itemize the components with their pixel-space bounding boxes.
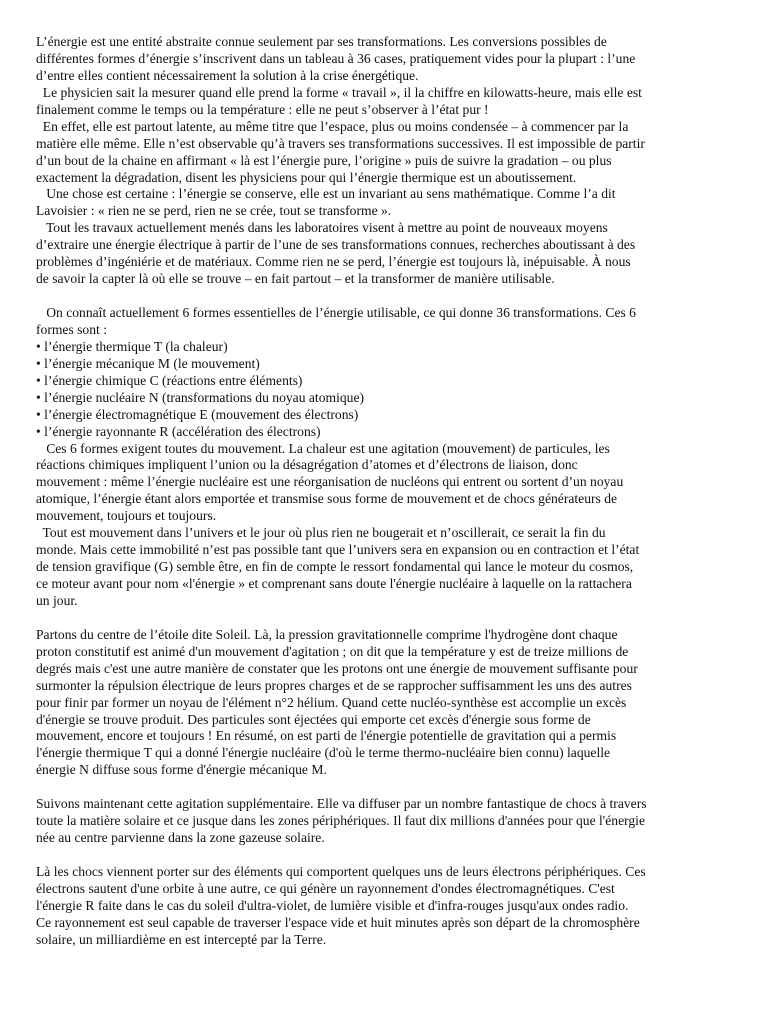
paragraph — [36, 339, 734, 441]
text-line: atomique, l’énergie étant alors emportée et transmise sous forme de mouvement et de chocs générateurs de — [36, 491, 618, 507]
paragraph — [36, 220, 734, 288]
paragraph — [36, 627, 734, 779]
text-line: mouvement, toujours et toujours. — [36, 508, 217, 524]
text-line: mouvement : même l’énergie nucléaire est une réorganisation de nucléons qui entrent ou sortent d’un noyau — [36, 474, 624, 490]
text-line: Suivons maintenant cette agitation supplémentaire. Elle va diffuser par un nombre fantastique de chocs à travers — [36, 796, 647, 812]
text-line: finalement comme le temps ou la température : elle ne peut s’observer à l’état pur ! — [36, 101, 489, 117]
text-line: • l’énergie chimique C (réactions entre éléments) — [36, 372, 303, 388]
text-line: l'énergie R faite dans le cas du soleil d'ultra-violet, de lumière visible et d'infra-rouges jusqu'aux ondes radio. — [36, 897, 629, 913]
text-line: problèmes d’ingéniérie et de matériaux. Comme rien ne se perd, l’énergie est toujours là, inépuisable. À nous — [36, 254, 631, 270]
text-line: • l’énergie rayonnante R (accélération des électrons) — [36, 423, 321, 439]
paragraph — [36, 796, 734, 847]
text-line: énergie N diffuse sous forme d'énergie mécanique M. — [36, 762, 327, 778]
text-line: d’un bout de la chaine en affirmant « là est l’énergie pure, l’origine » puis de suivre la gradation – ou plus — [36, 152, 612, 168]
text-line: pour finir par former un noyau de l'élément n°2 hélium. Quand cette nucléo-synthèse est accomplie un excès — [36, 694, 627, 710]
text-line: un jour. — [36, 592, 78, 608]
text-line: Ce rayonnement est seul capable de traverser l'espace vide et huit minutes après son départ de la chromosphère — [36, 914, 640, 930]
text-line: proton constitutif est animé d'un mouvement d'agitation ; on dit que la température y est de treize millions de — [36, 643, 629, 659]
paragraph — [36, 85, 734, 119]
text-line: monde. Mais cette immobilité n’est pas possible tant que l’univers sera en expansion ou en contraction et l’état — [36, 542, 640, 558]
text-line: différentes formes d’énergie s’inscrivent dans un tableau à 36 cases, pratiquement vides pour la plupart : l’une — [36, 50, 636, 66]
text-line: Tout est mouvement dans l’univers et le jour où plus rien ne bougerait et n’oscillerait, ce serait la fin du — [36, 525, 606, 541]
text-line: On connaît actuellement 6 formes essentielles de l’énergie utilisable, ce qui donne 36 transformations. Ces 6 — [36, 305, 636, 320]
text-line: d'énergie se trouve produit. Des particules sont éjectées qui emporte cet excès d'énergie sous forme de — [36, 711, 591, 727]
text-line: Lavoisier : « rien ne se perd, rien ne se crée, tout se transforme ». — [36, 203, 392, 219]
text-line: En effet, elle est partout latente, au même titre que l’espace, plus ou moins condensée – à commencer par la — [36, 118, 629, 134]
text-line: l'énergie thermique T qui a donné l'énergie nucléaire (d'où le terme thermo-nucléaire bien connu) laquelle — [36, 745, 611, 761]
text-line: • l’énergie nucléaire N (transformations du noyau atomique) — [36, 389, 365, 405]
paragraph-gap — [36, 847, 734, 864]
text-line: ce moteur avant pour nom «l'énergie » et comprenant sans doute l'énergie nucléaire à laquelle on la rattachera — [36, 576, 632, 591]
text-line: surmonter la répulsion électrique de leurs propres charges et de se rapprocher suffisamment les uns des autres — [36, 677, 632, 693]
paragraph — [36, 305, 734, 339]
text-line: de tension gravifique (G) semble être, en fin de compte le ressort fondamental qui lance le moteur du cosmos, — [36, 559, 634, 575]
text-line: Ces 6 formes exigent toutes du mouvement. La chaleur est une agitation (mouvement) de particules, les — [36, 440, 610, 456]
text-line: Le physicien sait la mesurer quand elle prend la forme « travail », il la chiffre en kilowatts-heure, mais elle est — [36, 84, 642, 100]
text-line: solaire, un milliardième en est intercepté par la Terre. — [36, 931, 327, 947]
paragraph — [36, 441, 734, 526]
paragraph — [36, 864, 734, 949]
text-line: • l’énergie mécanique M (le mouvement) — [36, 355, 260, 371]
text-line: née au centre parvienne dans la zone gazeuse solaire. — [36, 830, 325, 846]
text-line: Partons du centre de l’étoile dite Soleil. Là, la pression gravitationnelle comprime l'hydrogène dont chaque — [36, 626, 618, 642]
text-line: Tout les travaux actuellement menés dans les laboratoires visent à mettre au point de nouveaux moyens — [36, 220, 608, 236]
text-line: degrés mais c'est une autre manière de constater que les protons ont une énergie de mouvement suffisante pour — [36, 660, 638, 676]
text-line: L’énergie est une entité abstraite connue seulement par ses transformations. Les conversions possibles de — [36, 34, 607, 49]
text-line: d’entre elles contient nécessairement la solution à la crise énergétique. — [36, 67, 419, 83]
paragraph-gap — [36, 610, 734, 627]
paragraph-gap — [36, 779, 734, 796]
document-body — [36, 34, 734, 949]
paragraph — [36, 186, 734, 220]
text-line: électrons sautent d'une orbite à une autre, ce qui génère un rayonnement d'ondes électromagnétiques. C'est — [36, 880, 615, 896]
text-line: de savoir la capter là où elle se trouve – en fait partout – et la transformer de manière utilisable. — [36, 271, 555, 287]
text-line: exactement la dégradation, disent les physiciens pour qui l’énergie thermique est un aboutissement. — [36, 169, 577, 185]
text-line: • l’énergie thermique T (la chaleur) — [36, 338, 228, 354]
text-line: d’extraire une énergie électrique à partir de l’une de ses transformations connues, recherches aboutissant à des — [36, 237, 636, 253]
paragraph-gap — [36, 288, 734, 305]
paragraph — [36, 119, 734, 187]
text-line: matière elle même. Elle n’est observable qu’à travers ses transformations successives. Il est impossible de partir — [36, 135, 645, 151]
text-line: Là les chocs viennent porter sur des éléments qui comportent quelques uns de leurs électrons périphériques. Ces — [36, 863, 646, 879]
text-line: formes sont : — [36, 321, 107, 337]
paragraph — [36, 34, 734, 85]
text-line: Une chose est certaine : l’énergie se conserve, elle est un invariant au sens mathématique. Comme l’a dit — [36, 186, 616, 202]
text-line: toute la matière solaire et ce jusque dans les zones périphériques. Il faut dix millions d'années pour que l'énergie — [36, 813, 645, 829]
text-line: • l’énergie électromagnétique E (mouvement des électrons) — [36, 406, 359, 422]
text-line: mouvement, encore et toujours ! En résumé, on est parti de l'énergie potentielle de gravitation qui a permis — [36, 728, 617, 744]
paragraph — [36, 525, 734, 610]
text-line: réactions chimiques impliquent l’union ou la désagrégation d’atomes et d’électrons de liaison, donc — [36, 457, 578, 473]
